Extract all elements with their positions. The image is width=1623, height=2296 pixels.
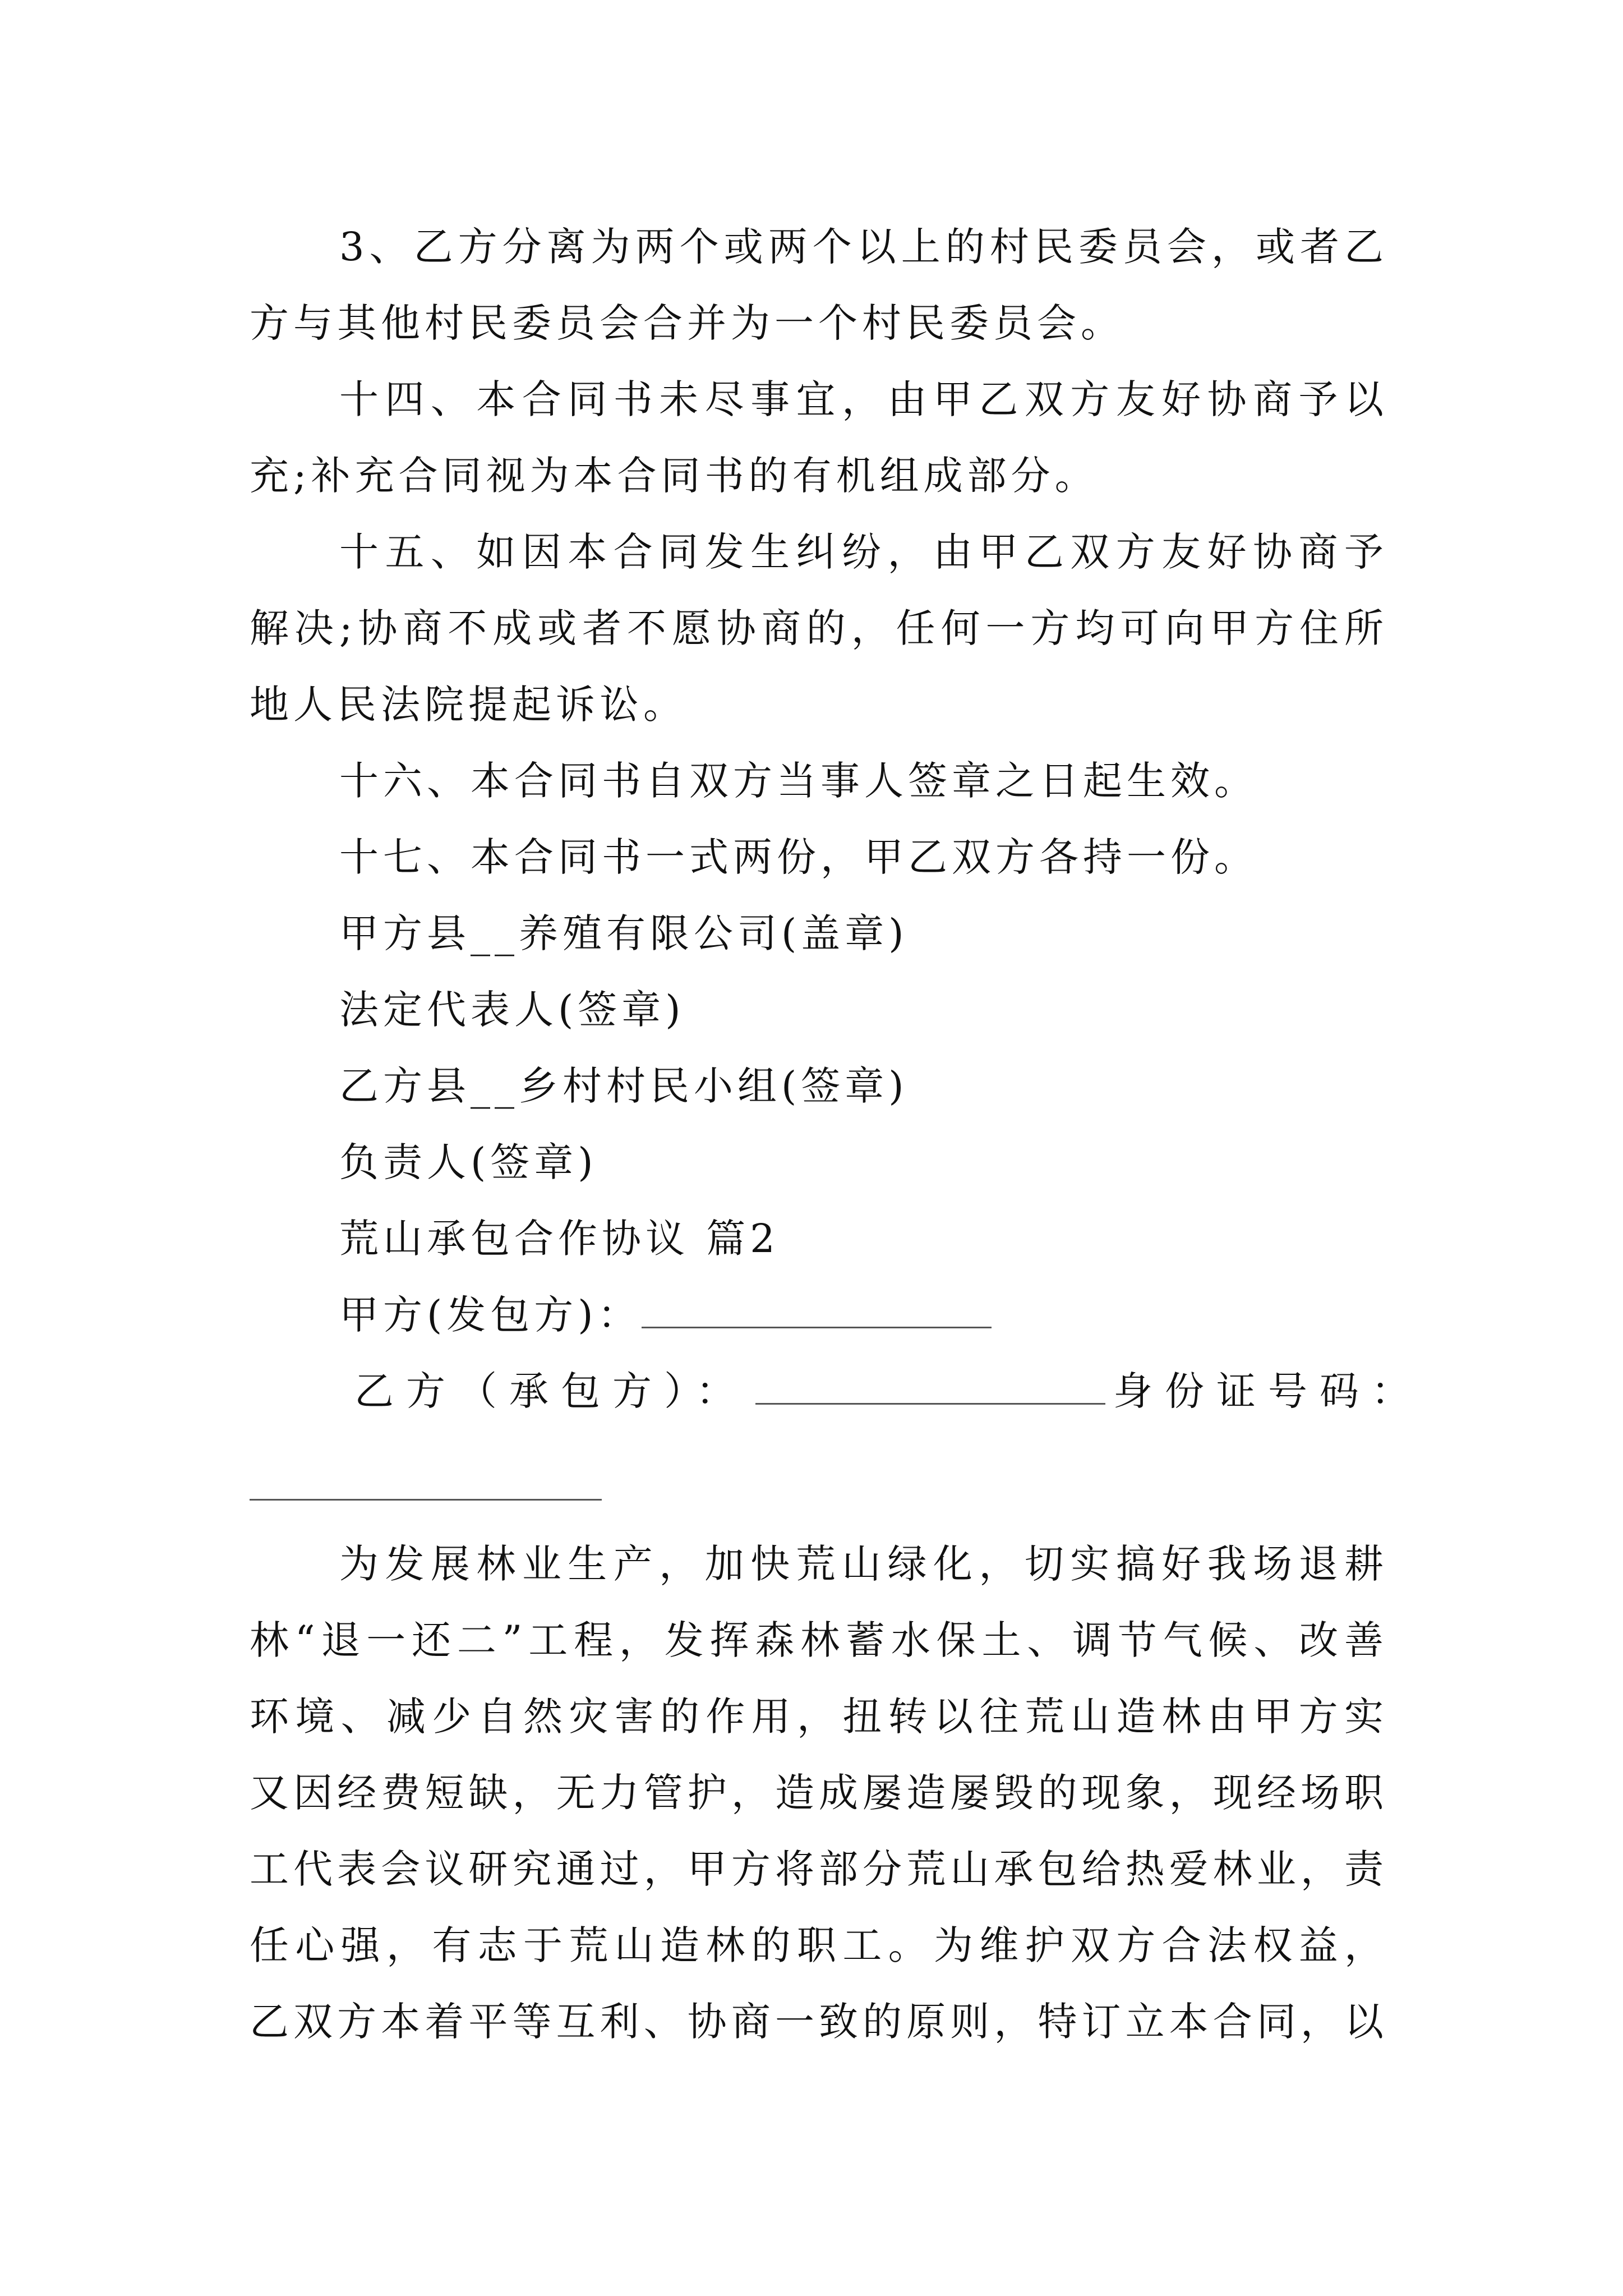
legal-representative-signature: 法定代表人(签章)	[339, 987, 685, 1033]
clause-15-line-1: 十五、如因本合同发生纠纷，由甲乙双方友好协商予	[339, 529, 1388, 575]
party-a-line	[339, 1277, 1388, 1353]
party-b-signature: 乙方县__乡村村民小组(签章)	[339, 1063, 909, 1109]
intro-line-6: 任心强，有志于荒山造林的职工。为维护双方合法权益，	[250, 1922, 1388, 1968]
party-a-label: 甲方(发包方)：	[339, 1292, 642, 1338]
clause-14-line-2: 充;补充合同视为本合同书的有机组成部分。	[250, 453, 1099, 499]
intro-line-2: 林“退一还二”工程，发挥森林蓄水保土、调节气候、改善	[250, 1617, 1388, 1663]
party-b-line	[354, 1353, 1423, 1429]
clause-17: 十七、本合同书一式两份，甲乙双方各持一份。	[339, 834, 1258, 880]
clause-15-line-2: 解决;协商不成或者不愿协商的，任何一方均可向甲方住所	[250, 605, 1388, 651]
party-a-blank	[642, 1283, 992, 1328]
clause-14-line-1: 十四、本合同书未尽事宜，由甲乙双方友好协商予以	[339, 376, 1388, 422]
intro-line-3: 环境、减少自然灾害的作用，扭转以往荒山造林由甲方实	[250, 1694, 1388, 1740]
paragraph-3-line-1: 3、乙方分离为两个或两个以上的村民委员会，或者乙	[339, 224, 1388, 270]
intro-line-1: 为发展林业生产，加快荒山绿化，切实搞好我场退耕	[339, 1541, 1388, 1587]
intro-line-5: 工代表会议研究通过，甲方将部分荒山承包给热爱林业，责	[250, 1846, 1388, 1892]
party-b-label: 乙方（承包方）：	[354, 1368, 748, 1414]
party-a-signature: 甲方县__养殖有限公司(盖章)	[339, 910, 909, 956]
id-number-label: 身份证号码：	[1113, 1368, 1423, 1414]
clause-16: 十六、本合同书自双方当事人签章之日起生效。	[339, 758, 1258, 804]
intro-line-7: 乙双方本着平等互利、协商一致的原则，特订立本合同，以	[250, 1999, 1388, 2045]
intro-line-4: 又因经费短缺，无力管护，造成屡造屡毁的现象，现经场职	[250, 1770, 1388, 1816]
clause-15-line-3: 地人民法院提起诉讼。	[250, 682, 687, 728]
section-title: 荒山承包合作协议 篇2	[339, 1216, 780, 1262]
party-b-blank	[755, 1359, 1105, 1405]
id-number-blank	[250, 1499, 602, 1501]
responsible-person-signature: 负责人(签章)	[339, 1139, 598, 1185]
paragraph-3-line-2: 方与其他村民委员会合并为一个村民委员会。	[250, 300, 1124, 346]
